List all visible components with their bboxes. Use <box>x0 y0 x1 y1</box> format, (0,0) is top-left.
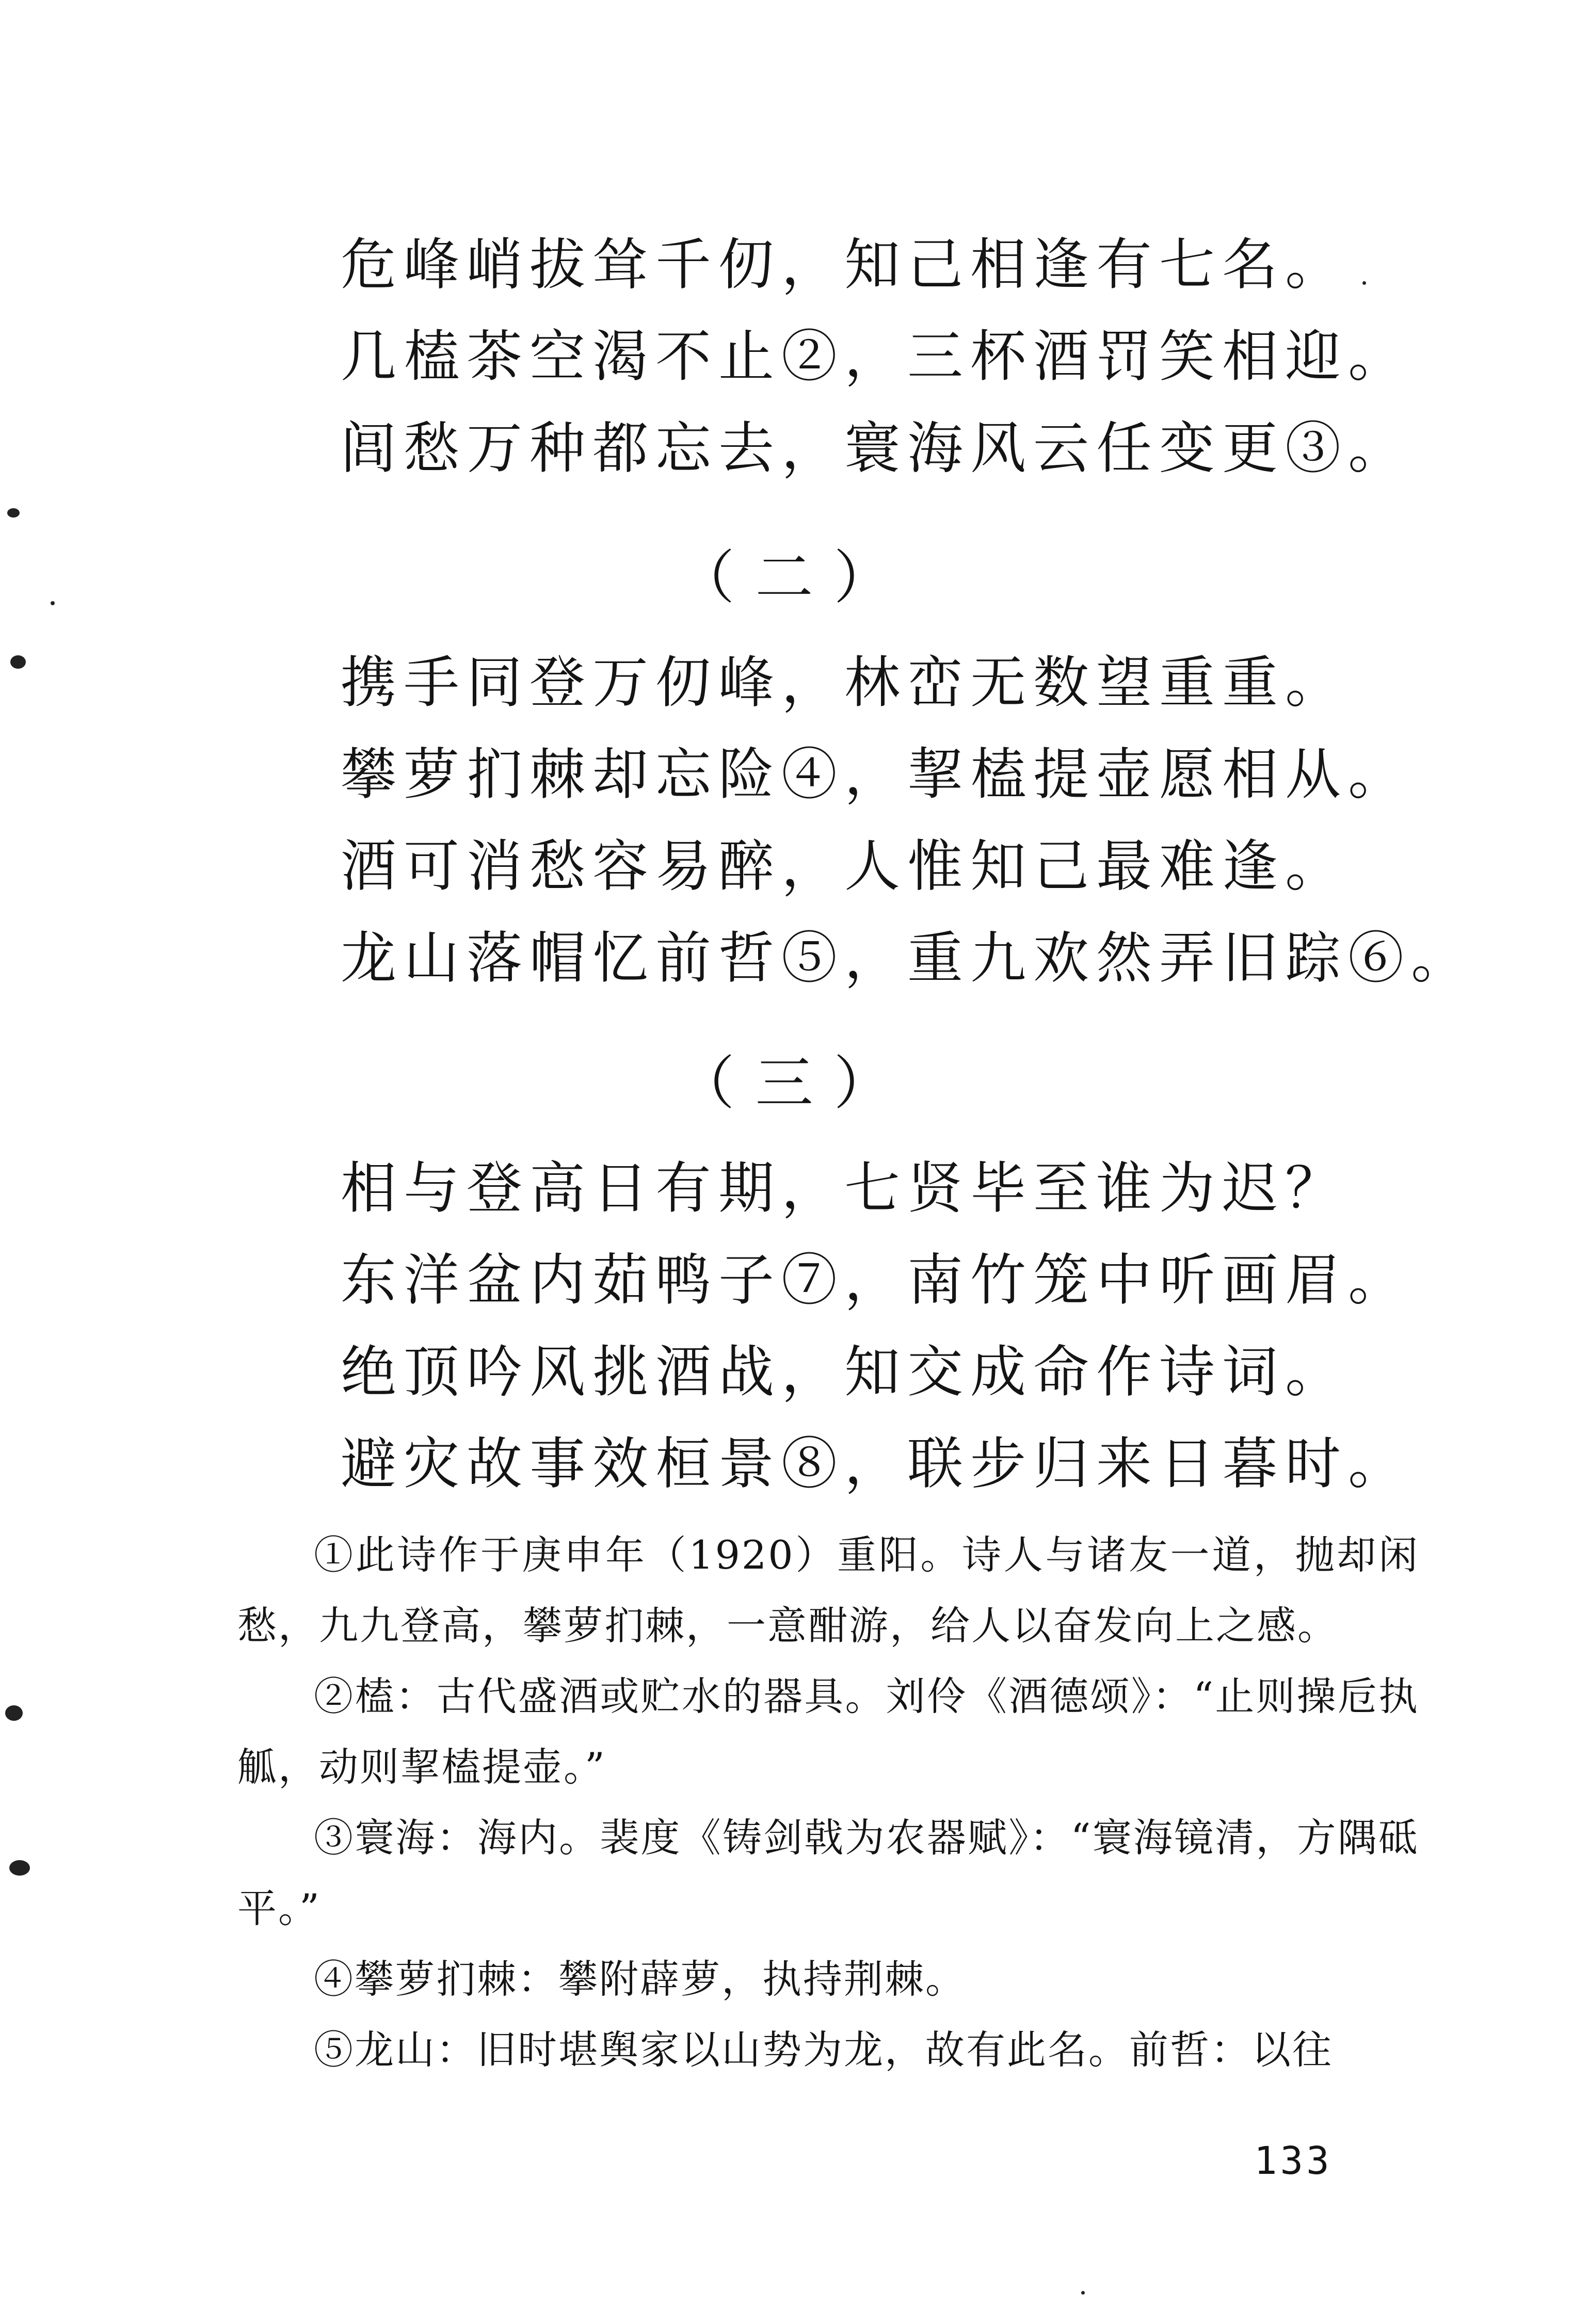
footnote: ④攀萝扪棘：攀附薜萝，执持荆棘。 <box>314 1956 966 2002</box>
poem-line: 闾愁万种都忘去，寰海风云任变更③。 <box>341 416 1411 481</box>
footnote: ①此诗作于庚申年（1920）重阳。诗人与诸友一道，抛却闲愁，九九登高，攀萝扪棘，一意酣游，给人以奋发向上之感。 <box>237 1532 1419 1649</box>
scan-speck <box>1362 281 1366 285</box>
poem-line: 东洋盆内茹鸭子⑦，南竹笼中听画眉。 <box>341 1248 1411 1313</box>
section-heading-3: （三） <box>677 1050 912 1117</box>
poem-stanza-1 <box>341 219 1424 495</box>
poem-line: 几榼茶空渴不止②，三杯酒罚笑相迎。 <box>341 325 1411 389</box>
poem-line: 龙山落帽忆前哲⑤，重九欢然弄旧踪⑥。 <box>341 926 1474 991</box>
poem-stanza-2 <box>341 637 1474 1005</box>
poem-line: 避灾故事效桓景⑧，联步归来日暮时。 <box>341 1432 1411 1496</box>
poem-line: 绝顶吟风挑酒战，知交成命作诗词。 <box>341 1340 1349 1405</box>
poem-stanza-3 <box>341 1143 1424 1510</box>
poem-line: 携手同登万仞峰，林峦无数望重重。 <box>341 651 1349 715</box>
footnotes <box>237 1520 1419 2085</box>
footnote: ⑤龙山：旧时堪舆家以山势为龙，故有此名。前哲：以往 <box>314 2027 1333 2073</box>
poem-line: 相与登高日有期，七贤毕至谁为迟？ <box>341 1156 1349 1221</box>
scan-speck <box>5 1705 23 1721</box>
scan-speck <box>51 601 55 605</box>
section-heading-2: （二） <box>677 544 912 611</box>
poem-line: 危峰峭拔耸千仞，知己相逢有七名。 <box>341 233 1349 297</box>
page-number: 133 <box>1254 2139 1333 2183</box>
scan-speck <box>9 1860 30 1876</box>
scan-speck <box>10 655 26 669</box>
poem-line: 攀萝扪棘却忘险④，挈榼提壶愿相从。 <box>341 743 1411 807</box>
poem-line: 酒可消愁容易醉，人惟知己最难逢。 <box>341 834 1349 899</box>
scan-speck <box>7 508 20 518</box>
footnote: ③寰海：海内。裴度《铸剑戟为农器赋》：“寰海镜清，方隅砥平。” <box>237 1815 1419 1931</box>
footnote: ②榼：古代盛酒或贮水的器具。刘伶《酒德颂》：“止则操卮执觚，动则挈榼提壶。” <box>237 1673 1419 1790</box>
scan-speck <box>1081 2291 1085 2295</box>
